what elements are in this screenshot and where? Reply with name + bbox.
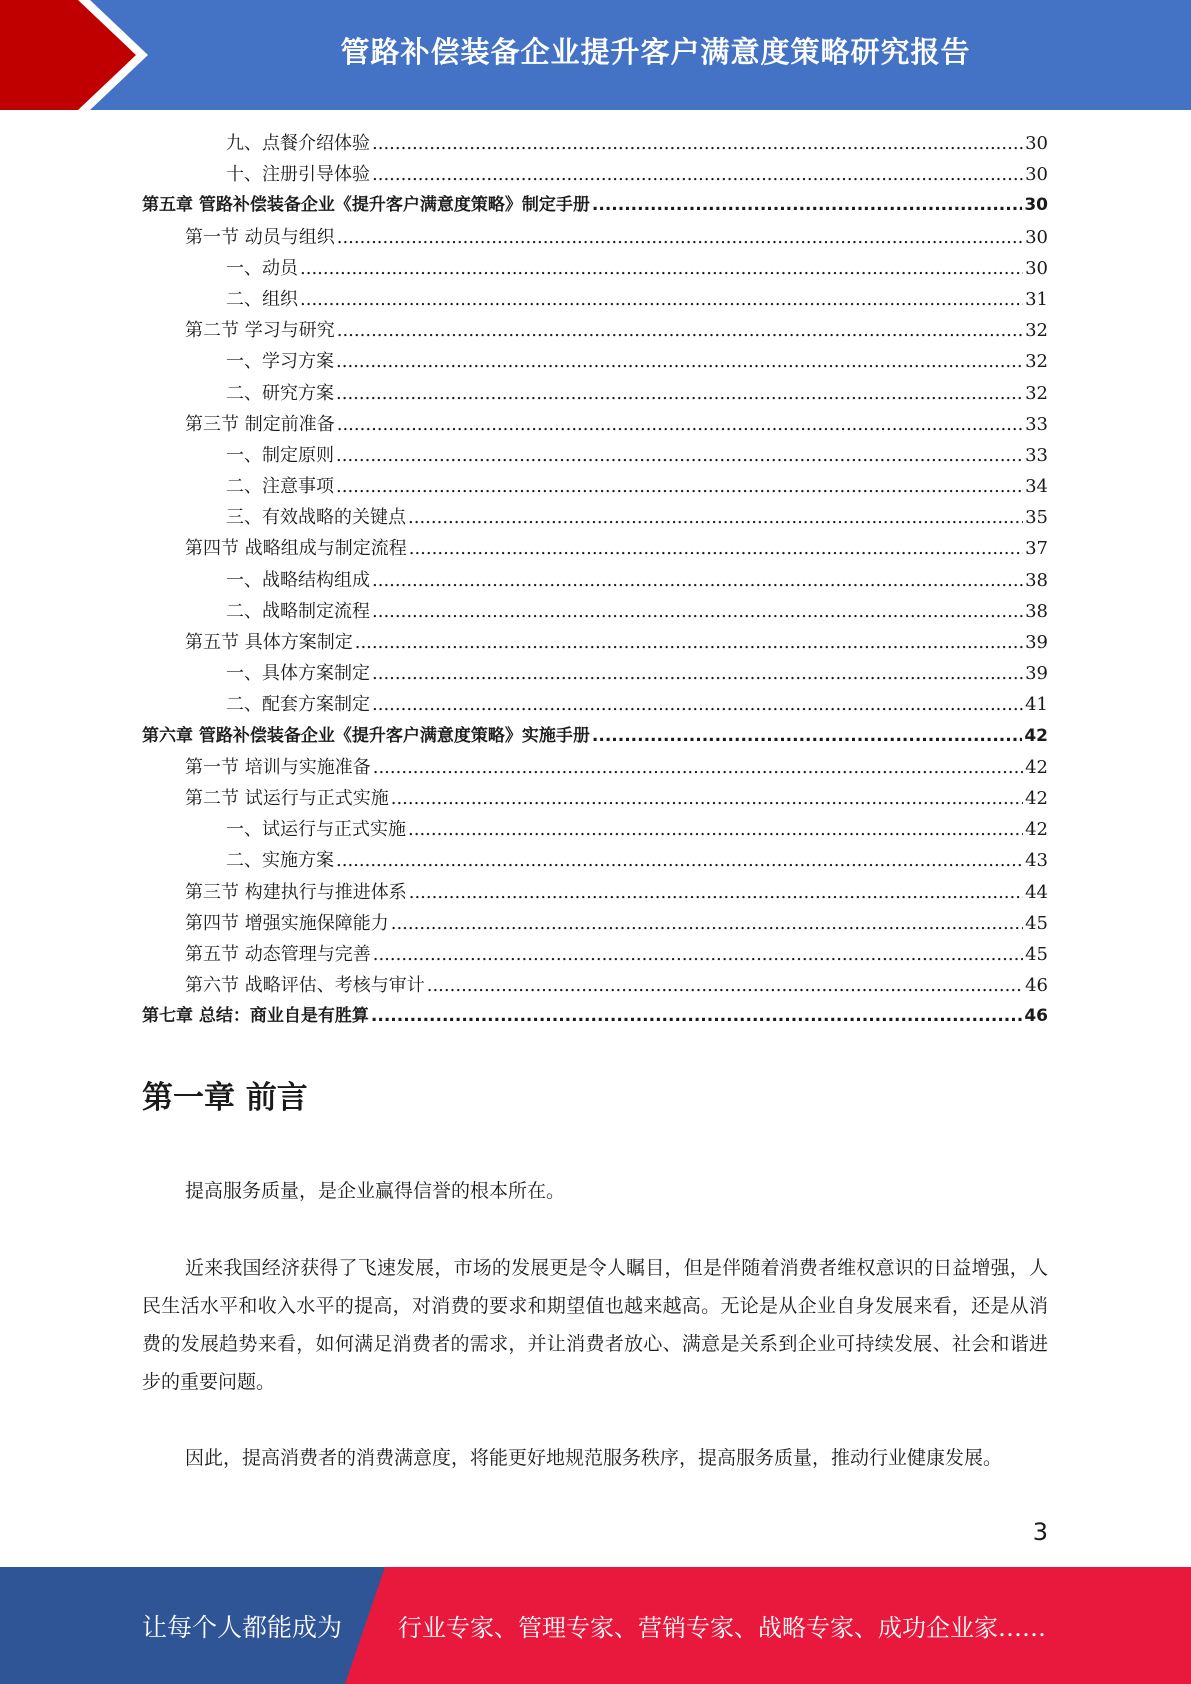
toc-entry[interactable] [142,346,1048,377]
toc-entry[interactable] [142,502,1048,533]
toc-leader-dots [336,378,1023,409]
toc-leader-dots [337,409,1023,440]
toc-entry-page: 38 [1025,569,1048,591]
toc-entry-label: 第五节 动态管理与完善 [185,943,371,965]
chapter-heading: 第一章 前言 [142,1080,308,1116]
toc-entry-page: 34 [1025,476,1048,498]
toc-entry-label: 第五节 具体方案制定 [185,632,353,653]
toc-entry[interactable] [142,908,1048,939]
toc-entry-page: 42 [1025,787,1048,809]
toc-leader-dots [372,596,1023,627]
toc-entry-label: 第二节 试运行与正式实施 [185,787,389,809]
toc-leader-dots [336,845,1023,876]
toc-entry-page: 39 [1025,632,1048,653]
toc-entry-label: 三、有效战略的关键点 [226,507,406,529]
toc-entry-label: 一、具体方案制定 [226,663,370,685]
toc-entry[interactable] [142,378,1048,409]
toc-leader-dots [355,627,1023,658]
toc-entry-page: 39 [1025,663,1048,685]
toc-leader-dots [372,658,1023,689]
toc-entry-label: 第二节 学习与研究 [185,320,335,342]
toc-entry-label: 二、组织 [226,288,298,310]
toc-entry-page: 30 [1025,226,1048,248]
footer-slogan-right: 行业专家、管理专家、营销专家、战略专家、成功企业家…… [398,1614,1046,1642]
toc-entry-page: 32 [1025,351,1048,373]
toc-entry-page: 46 [1025,975,1048,997]
toc-entry-label: 第四节 增强实施保障能力 [185,912,389,934]
body-paragraph-3 [142,1439,1048,1477]
toc-entry[interactable] [142,814,1048,845]
toc-entry[interactable] [142,190,1048,221]
toc-entry-page: 45 [1025,912,1048,934]
toc-entry[interactable] [142,533,1048,564]
toc-entry-label: 第一节 培训与实施准备 [185,756,371,778]
paragraph-text: 提高服务质量，是企业赢得信誉的根本所在。 [185,1180,566,1202]
toc-entry-page: 30 [1025,133,1048,154]
toc-entry-page: 32 [1025,320,1048,342]
toc-entry-page: 42 [1024,725,1048,746]
toc-leader-dots [372,128,1023,159]
toc-leader-dots [337,315,1023,346]
toc-leader-dots [409,533,1023,564]
toc-leader-dots [408,814,1023,845]
toc-entry[interactable] [142,596,1048,627]
toc-leader-dots [300,253,1023,284]
toc-entry-page: 31 [1025,288,1048,310]
toc-entry-label: 一、动员 [226,257,298,279]
toc-entry[interactable] [142,440,1048,471]
toc-entry-label: 一、制定原则 [226,444,334,466]
toc-entry-page: 35 [1025,507,1048,529]
toc-entry-page: 30 [1025,257,1048,279]
toc-entry[interactable] [142,253,1048,284]
toc-entry-label: 一、战略结构组成 [226,569,370,591]
toc-entry-label: 第五章 管路补偿装备企业《提升客户满意度策略》制定手册 [142,195,590,216]
toc-leader-dots [409,877,1023,908]
toc-entry-page: 42 [1025,756,1048,778]
toc-entry[interactable] [142,721,1048,752]
toc-leader-dots [371,1001,1022,1032]
toc-entry[interactable] [142,845,1048,876]
toc-entry-label: 第七章 总结：商业自是有胜算 [142,1006,369,1027]
toc-entry[interactable] [142,970,1048,1001]
footer-slogan-left: 让每个人都能成为 [142,1612,343,1642]
body-paragraph-2 [142,1249,1048,1401]
toc-entry-label: 第一节 动员与组织 [185,226,335,248]
toc-entry[interactable] [142,1001,1048,1032]
page-header [0,0,1191,110]
toc-entry[interactable] [142,783,1048,814]
toc-entry-label: 二、注意事项 [226,476,334,498]
toc-entry-label: 二、实施方案 [226,850,334,872]
toc-entry-page: 30 [1025,164,1048,186]
toc-entry-page: 42 [1025,819,1048,841]
toc-entry-label: 一、学习方案 [226,351,334,373]
toc-entry[interactable] [142,128,1048,159]
toc-entry-page: 41 [1025,694,1048,716]
toc-entry-page: 46 [1024,1006,1048,1027]
toc-entry[interactable] [142,627,1048,658]
toc-entry-label: 二、配套方案制定 [226,694,370,716]
toc-entry-page: 38 [1025,600,1048,622]
toc-entry-label: 二、研究方案 [226,382,334,404]
toc-entry[interactable] [142,284,1048,315]
toc-entry[interactable] [142,939,1048,970]
toc-entry-label: 第六章 管路补偿装备企业《提升客户满意度策略》实施手册 [142,725,590,746]
toc-entry-label: 第三节 制定前准备 [185,413,335,435]
paragraph-text: 近来我国经济获得了飞速发展，市场的发展更是令人瞩目，但是伴随着消费者维权意识的日益增强，人民生活水平和收入水平的提高，对消费的要求和期望值也越来越高。无论是从企业自身发展来看，还是从消费的发展趋势来看，如何满足消费者的需求，并让消费者放心、满意是关系到企业可持续发展、社会和谐进步的重要问题。 [142,1257,1048,1393]
toc-entry[interactable] [142,689,1048,720]
toc-entry[interactable] [142,471,1048,502]
toc-leader-dots [592,190,1022,221]
toc-entry-label: 九、点餐介绍体验 [226,133,370,154]
toc-entry-page: 44 [1025,881,1048,903]
toc-entry-page: 33 [1025,444,1048,466]
toc-entry[interactable] [142,159,1048,190]
toc-leader-dots [373,939,1023,970]
toc-entry[interactable] [142,315,1048,346]
toc-leader-dots [337,222,1023,253]
toc-leader-dots [408,502,1023,533]
toc-entry-page: 30 [1024,195,1048,216]
toc-leader-dots [336,346,1023,377]
paragraph-text: 因此，提高消费者的消费满意度，将能更好地规范服务秩序，提高服务质量，推动行业健康发展。 [185,1447,1003,1469]
body-paragraph-1 [142,1172,1048,1210]
toc-leader-dots [372,565,1023,596]
page-footer [0,1567,1191,1684]
toc-leader-dots [300,284,1023,315]
toc-entry-page: 43 [1025,850,1048,872]
toc-entry-page: 37 [1025,538,1048,560]
page-number: 3 [1032,1518,1048,1546]
toc-entry[interactable] [142,658,1048,689]
toc-leader-dots [372,159,1023,190]
toc-leader-dots [336,440,1023,471]
toc-leader-dots [391,908,1023,939]
toc-entry-label: 第四节 战略组成与制定流程 [185,538,407,560]
toc-entry[interactable] [142,222,1048,253]
toc-entry[interactable] [142,877,1048,908]
toc-leader-dots [373,752,1023,783]
toc-entry[interactable] [142,752,1048,783]
toc-entry-label: 十、注册引导体验 [226,164,370,186]
toc-entry-page: 45 [1025,943,1048,965]
toc-leader-dots [592,721,1022,752]
toc-entry-label: 二、战略制定流程 [226,600,370,622]
toc-entry-label: 第六节 战略评估、考核与审计 [185,975,425,997]
toc-entry[interactable] [142,409,1048,440]
toc-leader-dots [372,689,1023,720]
toc-leader-dots [336,471,1023,502]
report-title: 管路补偿装备企业提升客户满意度策略研究报告 [340,34,971,69]
toc-leader-dots [427,970,1023,1001]
toc-entry-page: 32 [1025,382,1048,404]
toc-entry-page: 33 [1025,413,1048,435]
toc-entry[interactable] [142,565,1048,596]
toc-entry-label: 第三节 构建执行与推进体系 [185,881,407,903]
toc-entry-label: 一、试运行与正式实施 [226,819,406,841]
table-of-contents [142,128,1048,1032]
toc-leader-dots [391,783,1023,814]
